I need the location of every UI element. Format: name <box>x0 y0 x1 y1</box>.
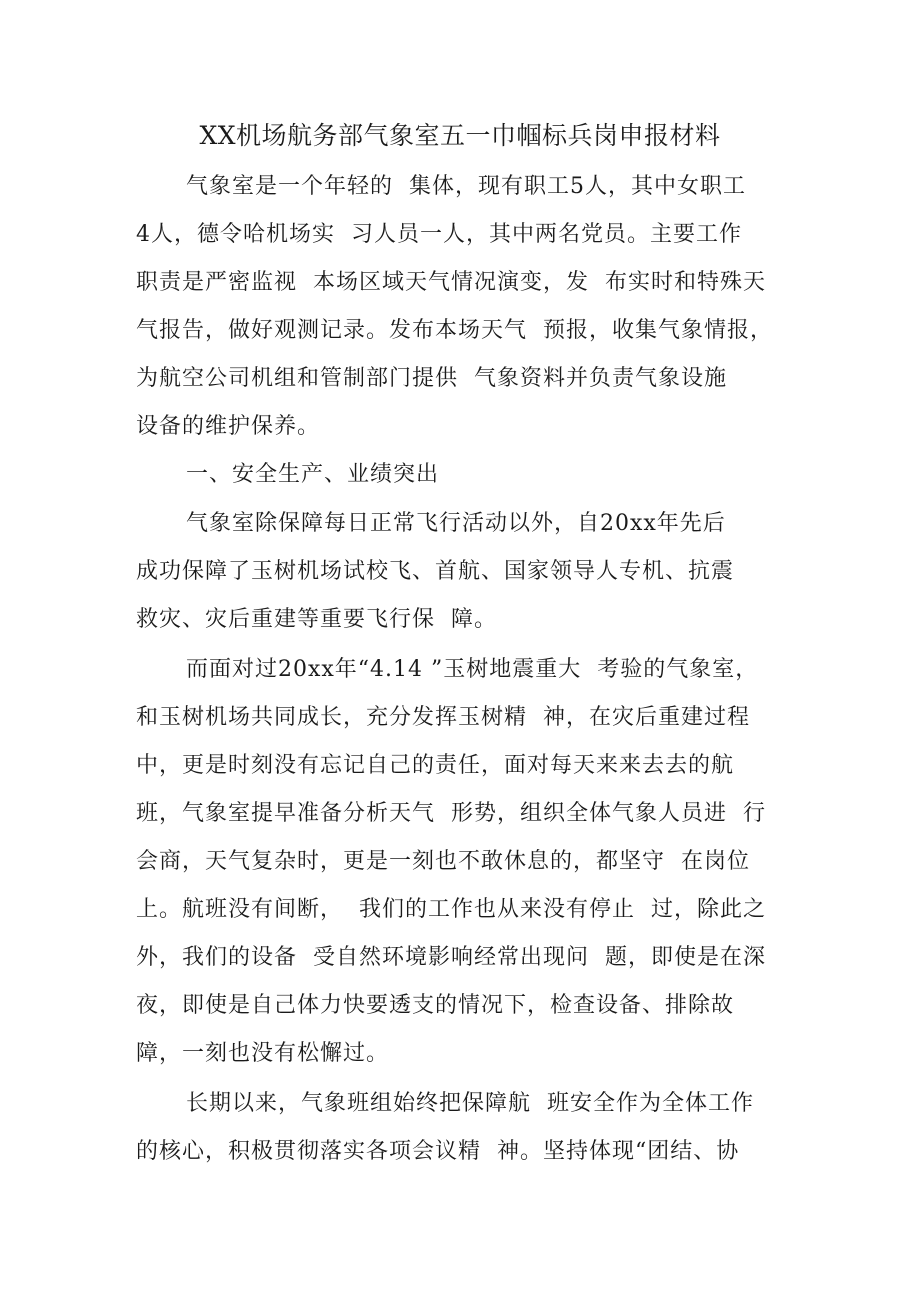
paragraph-line: 气象室除保障每日正常飞行活动以外，自20xx年先后 <box>186 511 726 536</box>
paragraph-line: 的核心，积极贯彻落实各项会议精 神。坚持体现“团结、协 <box>136 1139 740 1164</box>
paragraph-line: 上。航班没有间断， 我们的工作也从来没有停止 过，除此之 <box>136 897 766 922</box>
paragraph-line: 中，更是时刻没有忘记自己的责任，面对每天来来去去的航 <box>136 753 735 778</box>
section-heading: 一、安全生产、业绩突出 <box>186 462 440 487</box>
paragraph-line: 为航空公司机组和管制部门提供 气象资料并负责气象设施 <box>136 366 727 391</box>
paragraph-line: 障，一刻也没有松懈过。 <box>136 1041 390 1066</box>
paragraph-line: 职责是严密监视 本场区域天气情况演变，发 布实时和特殊天 <box>136 270 766 295</box>
paragraph-line: 4人，德令哈机场实 习人员一人，其中两名党员。主要工作 <box>136 222 742 247</box>
paragraph-line: 班，气象室提早准备分析天气 形势，组织全体气象人员进 行 <box>136 801 766 826</box>
paragraph-line: 成功保障了玉树机场试校飞、首航、国家领导人专机、抗震 <box>136 559 735 584</box>
paragraph-line: 救灾、灾后重建等重要飞行保 障。 <box>136 607 497 632</box>
paragraph-line: 外，我们的设备 受自然环境影响经常出现问 题，即使是在深 <box>136 945 766 970</box>
paragraph-line: 而面对过20xx年“4.14 ”玉树地震重大 考验的气象室， <box>186 657 759 682</box>
paragraph-line: 气报告，做好观测记录。发布本场天气 预报，收集气象情报， <box>136 318 773 343</box>
paragraph-line: 和玉树机场共同成长，充分发挥玉树精 神，在灾后重建过程 <box>136 705 750 730</box>
paragraph-line: 夜，即使是自己体力快要透支的情况下，检查设备、排除故 <box>136 993 735 1018</box>
paragraph-line: 气象室是一个年轻的 集体，现有职工5人，其中女职工 <box>186 174 746 199</box>
paragraph-line: 会商，天气复杂时，更是一刻也不敢休息的，都坚守 在岗位 <box>136 849 750 874</box>
paragraph-line: 长期以来，气象班组始终把保障航 班安全作为全体工作 <box>186 1091 754 1116</box>
document-title: XX机场航务部气象室五一巾帼标兵岗申报材料 <box>199 121 721 150</box>
paragraph-line: 设备的维护保养。 <box>136 414 321 439</box>
